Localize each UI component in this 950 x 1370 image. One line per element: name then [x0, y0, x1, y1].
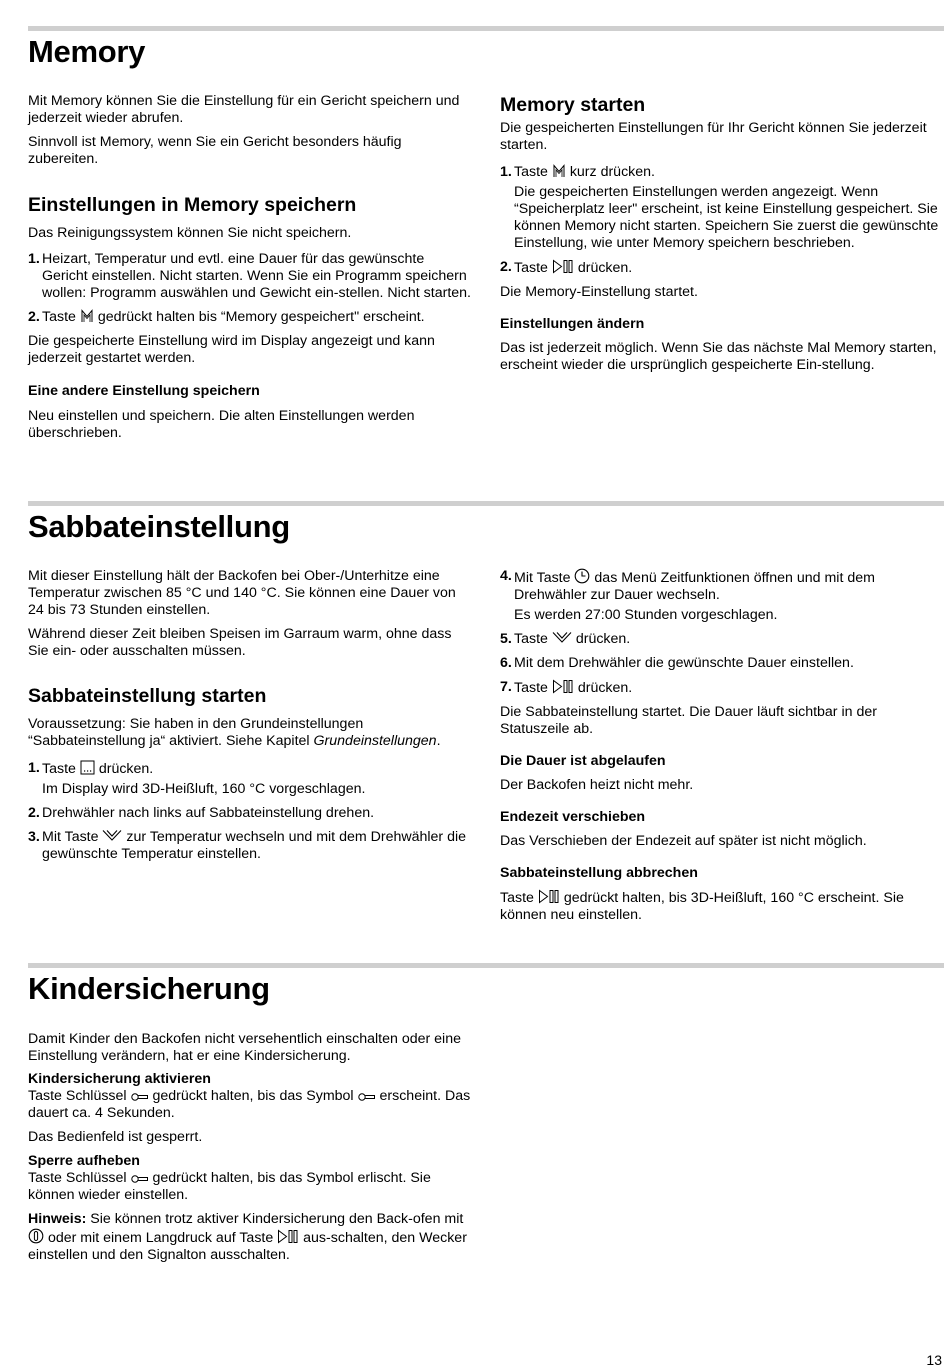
- memory-start-result: Die Memory-Einstellung startet.: [500, 284, 698, 300]
- childlock-column: [28, 1031, 473, 1264]
- sabbath-cancel-text: [500, 889, 944, 924]
- section-rule-sabbath: [28, 501, 944, 506]
- sabbath-step-4-detail: Es werden 27:00 Stunden vorgeschlagen.: [514, 607, 778, 623]
- heading-sabbath-endtime: Endezeit verschieben: [500, 809, 646, 825]
- note-text: oder mit einem Langdruck auf Taste: [47, 1230, 274, 1246]
- step-number: 2.: [28, 805, 40, 821]
- memory-intro-1: Mit Memory können Sie die Einstellung für ein Gericht speichern und jederzeit wieder abrufen.: [28, 93, 460, 126]
- memory-left-column: [28, 93, 473, 442]
- step-text: Taste: [514, 631, 548, 647]
- step-text: Taste: [514, 164, 548, 180]
- memory-after-save: Die gespeicherte Einstellung wird im Display angezeigt und kann jederzeit gestartet werden.: [28, 333, 435, 366]
- step-number: 1.: [28, 251, 40, 267]
- childlock-locked: Das Bedienfeld ist gesperrt.: [28, 1129, 203, 1145]
- step-number: 4.: [500, 568, 512, 584]
- sabbath-step-1: [28, 760, 473, 778]
- start-stop-icon: [277, 1229, 299, 1244]
- step-text: Mit Taste: [514, 570, 571, 586]
- step-text: drücken.: [577, 260, 633, 276]
- sabbath-step-2: [28, 805, 473, 822]
- step-text: Mit Taste: [42, 829, 99, 845]
- step-text: drücken.: [575, 631, 631, 647]
- step-number: 6.: [500, 655, 512, 671]
- sabbath-step-7: [500, 679, 944, 697]
- section-rule-memory: [28, 26, 944, 31]
- start-stop-icon: [552, 679, 574, 694]
- prereq-end: .: [436, 733, 441, 749]
- prereq-chapter-ref: Grundeinstellungen: [313, 733, 437, 749]
- unlock-text: Taste Schlüssel: [28, 1170, 127, 1186]
- heading-memory-change: Einstellungen ändern: [500, 316, 645, 332]
- step-text: das Menü Zeitfunktionen öffnen und mit dem Drehwähler zur Dauer wechseln.: [514, 570, 875, 603]
- sabbath-endtime-text: Das Verschieben der Endezeit auf später ist nicht möglich.: [500, 833, 867, 849]
- memory-intro-2: Sinnvoll ist Memory, wenn Sie ein Gericht besonders häufig zubereiten.: [28, 134, 402, 167]
- activate-text: erscheint. Das dauert ca. 4 Sekunden.: [28, 1088, 471, 1121]
- unlock-text: gedrückt halten, bis das Symbol erlischt. Sie können wieder einstellen.: [28, 1170, 431, 1203]
- step-text: gedrückt halten bis “Memory gespeichert" erscheint.: [97, 309, 425, 325]
- double-chevron-down-icon: [102, 829, 122, 843]
- heading-childlock-activate: Kindersicherung aktivieren: [28, 1071, 211, 1087]
- sabbath-step-6: [500, 655, 944, 672]
- prereq-text: Voraussetzung: Sie haben in den Grundeinstellungen “Sabbateinstellung ja“ aktiviert. Siehe Kapitel: [28, 716, 364, 749]
- heading-memory: Memory: [28, 34, 146, 69]
- key-icon: [358, 1092, 376, 1102]
- heading-childlock: Kindersicherung: [28, 971, 270, 1006]
- sabbath-left-column: [28, 568, 473, 863]
- activate-text: Taste Schlüssel: [28, 1088, 127, 1104]
- key-icon: [131, 1174, 149, 1184]
- step-text: Mit dem Drehwähler die gewünschte Dauer einstellen.: [514, 655, 854, 671]
- note-label: Hinweis:: [28, 1211, 87, 1227]
- sabbath-prerequisite: [28, 716, 473, 750]
- note-text: aus-schalten, den Wecker einstellen und den Signalton ausschalten.: [28, 1230, 467, 1263]
- start-stop-icon: [552, 259, 574, 274]
- cancel-text: gedrückt halten, bis 3D-Heißluft, 160 °C erscheint. Sie können neu einstellen.: [500, 890, 904, 923]
- page-number: 13: [926, 1352, 942, 1368]
- sabbath-step-5: [500, 631, 944, 648]
- memory-save-step-1: [28, 251, 473, 302]
- childlock-unlock-text: [28, 1170, 473, 1204]
- heading-sabbath-start: Sabbateinstellung starten: [28, 685, 267, 707]
- sabbath-started: Die Sabbateinstellung startet. Die Dauer läuft sichtbar in der Statuszeile ab.: [500, 704, 877, 737]
- memory-change-text: Das ist jederzeit möglich. Wenn Sie das nächste Mal Memory starten, erscheint wieder die ursprünglich gespeicherte Ein-stellung.: [500, 340, 937, 373]
- menu-square-icon: [80, 760, 95, 775]
- memory-m-icon: [552, 164, 566, 178]
- memory-right-column: [500, 93, 944, 374]
- heading-sabbath-cancel: Sabbateinstellung abbrechen: [500, 865, 698, 881]
- step-number: 2.: [28, 309, 40, 325]
- step-number: 5.: [500, 631, 512, 647]
- sabbath-step-1-detail: Im Display wird 3D-Heißluft, 160 °C vorgeschlagen.: [42, 781, 366, 797]
- step-number: 3.: [28, 829, 40, 845]
- memory-other-text: Neu einstellen und speichern. Die alten Einstellungen werden überschrieben.: [28, 408, 415, 441]
- heading-memory-start: Memory starten: [500, 94, 646, 116]
- section-rule-childlock: [28, 963, 944, 968]
- childlock-activate-text: [28, 1088, 473, 1122]
- step-text: Taste: [42, 761, 76, 777]
- heading-memory-other: Eine andere Einstellung speichern: [28, 383, 260, 399]
- step-number: 7.: [500, 679, 512, 695]
- childlock-note: [28, 1211, 473, 1264]
- heading-memory-save: Einstellungen in Memory speichern: [28, 194, 357, 216]
- memory-start-step-1-detail: Die gespeicherten Einstellungen werden angezeigt. Wenn “Speicherplatz leer" erscheint, ist keine Einstellung gespeichert. Sie können Memory nicht starten. Speichern Sie zuerst die gewünschte Einstellung, wie unter Memory speichern beschrieben.: [514, 184, 939, 251]
- heading-sabbath-expired: Die Dauer ist abgelaufen: [500, 753, 666, 769]
- start-stop-icon: [538, 889, 560, 904]
- heading-childlock-unlock: Sperre aufheben: [28, 1153, 140, 1169]
- step-text: Heizart, Temperatur und evtl. eine Dauer für das gewünschte Gericht einstellen. Nicht starten. Wenn Sie ein Programm speichern wollen: Programm auswählen und Gewicht ein-stellen. Nicht starten.: [42, 251, 471, 301]
- heading-sabbath: Sabbateinstellung: [28, 509, 290, 544]
- step-number: 1.: [28, 760, 40, 776]
- step-text: kurz drücken.: [569, 164, 655, 180]
- note-text: Sie können trotz aktiver Kindersicherung den Back-ofen mit: [90, 1211, 464, 1227]
- childlock-intro: Damit Kinder den Backofen nicht versehentlich einschalten oder eine Einstellung verändern, hat er eine Kindersicherung.: [28, 1031, 461, 1064]
- key-icon: [131, 1092, 149, 1102]
- power-icon: [28, 1228, 44, 1244]
- memory-start-step-1: [500, 164, 944, 181]
- step-text: zur Temperatur wechseln und mit dem Drehwähler die gewünschte Temperatur einstellen.: [42, 829, 467, 862]
- cancel-text: Taste: [500, 890, 534, 906]
- sabbath-step-4: [500, 568, 944, 604]
- memory-start-intro: Die gespeicherten Einstellungen für Ihr Gericht können Sie jederzeit starten.: [500, 120, 927, 153]
- activate-text: gedrückt halten, bis das Symbol: [152, 1088, 354, 1104]
- step-text: Taste: [514, 260, 548, 276]
- step-text: drücken.: [98, 761, 154, 777]
- memory-start-step-2: [500, 259, 944, 277]
- sabbath-expired-text: Der Backofen heizt nicht mehr.: [500, 777, 694, 793]
- sabbath-right-column: [500, 568, 944, 924]
- sabbath-intro-1: Mit dieser Einstellung hält der Backofen bei Ober-/Unterhitze eine Temperatur zwischen 85 °C und 140 °C. Sie können eine Dauer von 24 bis 73 Stunden einstellen.: [28, 568, 456, 618]
- clock-icon: [574, 568, 590, 584]
- step-text: Drehwähler nach links auf Sabbateinstellung drehen.: [42, 805, 375, 821]
- double-chevron-down-icon: [552, 631, 572, 645]
- step-text: Taste: [42, 309, 76, 325]
- step-number: 1.: [500, 164, 512, 180]
- step-text: Taste: [514, 680, 548, 696]
- memory-save-step-2: [28, 309, 473, 326]
- step-number: 2.: [500, 259, 512, 275]
- step-text: drücken.: [577, 680, 633, 696]
- sabbath-intro-2: Während dieser Zeit bleiben Speisen im Garraum warm, ohne dass Sie ein- oder ausschalten müssen.: [28, 626, 452, 659]
- memory-m-icon: [80, 309, 94, 323]
- memory-save-note: Das Reinigungssystem können Sie nicht speichern.: [28, 225, 352, 241]
- sabbath-step-3: [28, 829, 473, 863]
